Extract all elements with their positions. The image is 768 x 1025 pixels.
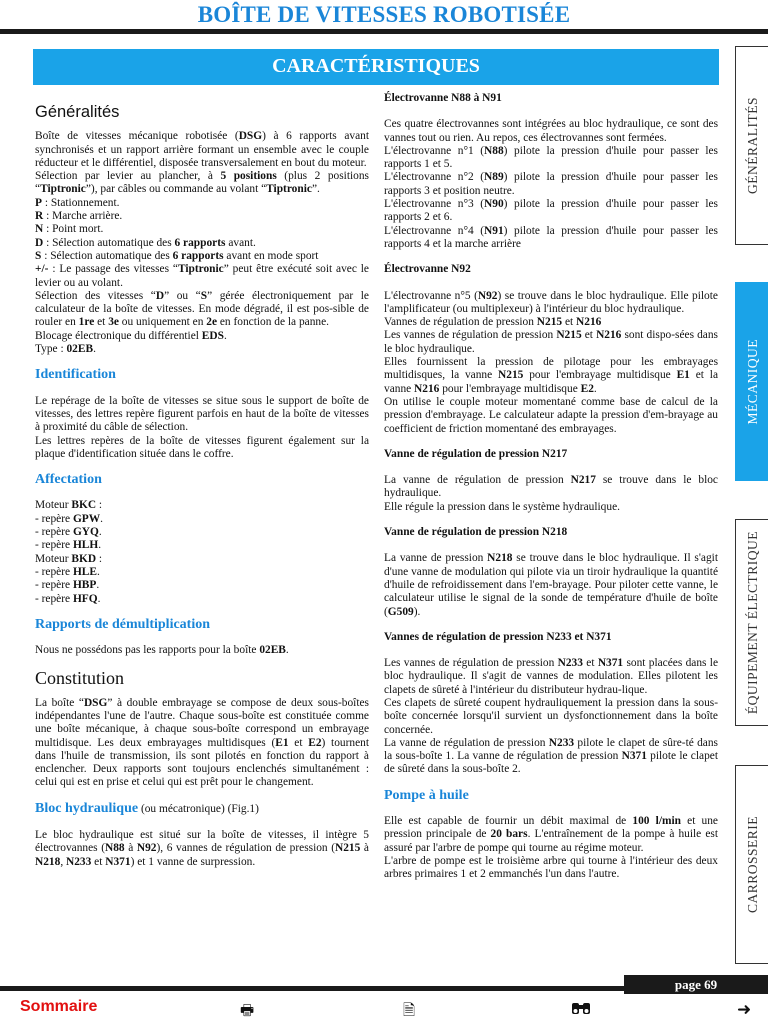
heading-vanne-n217: Vanne de régulation de pression N217 (384, 447, 568, 460)
paragraph: Elle régule la pression dans le système hydraulique. (384, 500, 620, 513)
paragraph: La boîte “DSG” à double embrayage se compose de deux sous-boîtes indépendantes l'une de l'autre. Chaque sous-boîte est constituée comme une boîte mécanique, à chaque sous-boîte correspond un embrayage multidisque. Les deux embrayages multidisques (E1 et E2) tournent dans l'huile de transmission, ils sont pilotés en fonction du rapport à enclencher. Deux rapports sont toujours enclenchés simultanément : celui qui est en prise et celui qui est prêt pour le changement. (35, 696, 369, 789)
page-title: BOÎTE DE VITESSES ROBOTISÉE (197, 2, 571, 27)
paragraph: +/- : Le passage des vitesses “Tiptronic” peut être exécuté soit avec le levier ou au volant. (35, 263, 369, 289)
tab-equipement-electrique[interactable]: ÉQUIPEMENT ÉLECTRIQUE (735, 519, 768, 726)
paragraph: Moteur BKC : - repère GPW. - repère GYQ. - repère HLH. Moteur BKD : - repère HLE. - repère HBP. - repère HFQ. (35, 499, 104, 605)
heading-identification: Identification (35, 367, 116, 383)
tab-mecanique[interactable]: MÉCANIQUE (735, 282, 768, 481)
paragraph: Blocage électronique du différentiel EDS. Type : 02EB. (35, 329, 227, 356)
sommaire-link[interactable]: Sommaire (20, 998, 98, 1015)
heading-pompe-a-huile: Pompe à huile (384, 787, 469, 803)
paragraph: La vanne de pression N218 se trouve dans le bloc hydraulique. Il s'agit d'une vanne de modulation qui pilote via un tiroir hydraulique la quantité d'huile de refroidissement dans l'em-brayage. Pour piloter cette vanne, le calculateur utilise le signal de la sonde de température d'huile de boîte (G509). (384, 552, 718, 618)
paragraph: Nous ne possédons pas les rapports pour la boîte 02EB. (35, 644, 289, 657)
heading-bloc-hydraulique: Bloc hydraulique (ou mécatronique) (Fig.1) (35, 800, 259, 816)
paragraph: Le repérage de la boîte de vitesses se situe sous le support de boîte de vitesses, des lettres repère figurent parfois en haut de la boîte de vitesses à proximité du câble de sélection. (35, 394, 369, 434)
paragraph: L'arbre de pompe est le troisième arbre qui tourne à l'intérieur des deux arbres primaires 1 et 2 emmanchés l'un dans l'autre. (384, 854, 718, 881)
paragraph: L'électrovanne n°2 (N89) pilote la pression d'huile pour passer les rapports 3 et position neutre. (384, 171, 718, 197)
paragraph: L'électrovanne n°5 (N92) se trouve dans le bloc hydraulique. Elle pilote l'amplificateur (ou multiplexeur) à l'intérieur du bloc hydraulique. (384, 289, 718, 315)
paragraph: Sélection par levier au plancher, à 5 positions (plus 2 positions “Tiptronic”), par câbles ou commande au volant “Tiptronic”. (35, 170, 369, 196)
right-column (384, 92, 718, 882)
section-banner: CARACTÉRISTIQUES (33, 49, 719, 85)
paragraph: Ces clapets de sûreté coupent hydrauliquement la pression dans la sous-boîte concernée lorsqu'il survient un dysfonctionnement dans la boîte concernée. (384, 696, 718, 736)
heading-electrovanne-n88-n91: Électrovanne N88 à N91 (384, 92, 502, 104)
page-number: page 69 (624, 975, 768, 994)
paragraph: Vannes de régulation de pression N215 et N216 (384, 316, 602, 329)
paragraph: On utilise le couple moteur momentané comme base de calcul de la pression d'embrayage. Le calculateur adapte la pression d'em-brayage au coefficient de friction momentané des embrayages. (384, 395, 718, 435)
paragraph: Les vannes de régulation de pression N215 et N216 sont dispo-sées dans le bloc hydraulique. (384, 329, 718, 355)
paragraph: L'électrovanne n°4 (N91) pilote la pression d'huile pour passer les rapports 4 et la marche arrière (384, 224, 718, 250)
paragraph: Les lettres repères de la boîte de vitesses figurent également sur la plaque d'identification située dans le coffre. (35, 434, 369, 460)
paragraph: P : Stationnement. R : Marche arrière. N : Point mort. D : Sélection automatique des 6 rapports avant. S : Sélection automatique des 6 rapports avant en mode sport (35, 196, 319, 262)
paragraph: Le bloc hydraulique est situé sur la boîte de vitesses, il intègre 5 électrovannes (N88 à N92), 6 vannes de régulation de pression (N215 à N218, N233 et N371) et 1 vanne de surpression. (35, 829, 369, 868)
paragraph: L'électrovanne n°3 (N90) pilote la pression d'huile pour passer les rapports 2 et 6. (384, 198, 718, 224)
paragraph: Sélection des vitesses “D” ou “S” gérée électroniquement par le calculateur de la boîte de vitesses. En mode dégradé, il est pos-sible de rouler en 1re et 3e ou uniquement en 2e en fonction de la panne. (35, 289, 369, 329)
binoculars-icon[interactable] (570, 1000, 592, 1020)
heading-vanne-n218: Vanne de régulation de pression N218 (384, 526, 568, 539)
left-column (35, 102, 369, 869)
paragraph: Les vannes de régulation de pression N233 et N371 sont placées dans le bloc hydraulique. Il s'agit de vannes de modulation. Elles pilotent les clapets de sûreté à l'intérieur du distributeur hydrau-lique. (384, 657, 718, 696)
paragraph: Ces quatre électrovannes sont intégrées au bloc hydraulique, ce sont des vannes tout ou rien. Au repos, ces électrovannes sont fermées. (384, 118, 718, 144)
paragraph: Elle est capable de fournir un débit maximal de 100 l/min et une pression principale de 20 bars. L'entraînement de la pompe à huile est assuré par l'arbre de pompe qui tourne au régime moteur. (384, 815, 718, 854)
paragraph: La vanne de régulation de pression N217 se trouve dans le bloc hydraulique. (384, 474, 718, 500)
next-arrow-icon[interactable]: ➜ (737, 1000, 752, 1020)
heading-bloc-subtitle: (ou mécatronique) (Fig.1) (138, 802, 259, 815)
paragraph: Elles fournissent la pression de pilotage pour les embrayages multidisques, la vanne N215 pour l'embrayage multidisque E1 et la vanne N216 pour l'embrayage multidisque E2. (384, 356, 719, 395)
printer-icon[interactable]: 🖶 (240, 1001, 255, 1019)
heading-affectation: Affectation (35, 472, 102, 488)
top-rule (0, 29, 768, 34)
paragraph: Boîte de vitesses mécanique robotisée (DSG) à 6 rapports avant synchronisés et un rapport arrière formant un ensemble avec le couple réducteur et le différentiel, disposée transversalement en bout du moteur. (35, 130, 369, 169)
paragraph: L'électrovanne n°1 (N88) pilote la pression d'huile pour passer les rapports 1 et 5. (384, 144, 718, 171)
paragraph: La vanne de régulation de pression N233 pilote le clapet de sûre-té dans la sous-boîte 1. La vanne de régulation de pression N371 pilote le clapet de sûreté dans la sous-boîte 2. (384, 736, 718, 776)
heading-vannes-n233-n371: Vannes de régulation de pression N233 et N371 (384, 630, 612, 643)
tab-carrosserie[interactable]: CARROSSERIE (735, 765, 768, 964)
heading-electrovanne-n92: Électrovanne N92 (384, 263, 471, 276)
tab-generalites[interactable]: GÉNÉRALITÉS (735, 46, 768, 245)
heading-generalites: Généralités (35, 103, 120, 121)
document-icon[interactable]: 🗎 (403, 1001, 416, 1019)
heading-constitution: Constitution (35, 668, 125, 689)
heading-rapports: Rapports de démultiplication (35, 616, 211, 632)
